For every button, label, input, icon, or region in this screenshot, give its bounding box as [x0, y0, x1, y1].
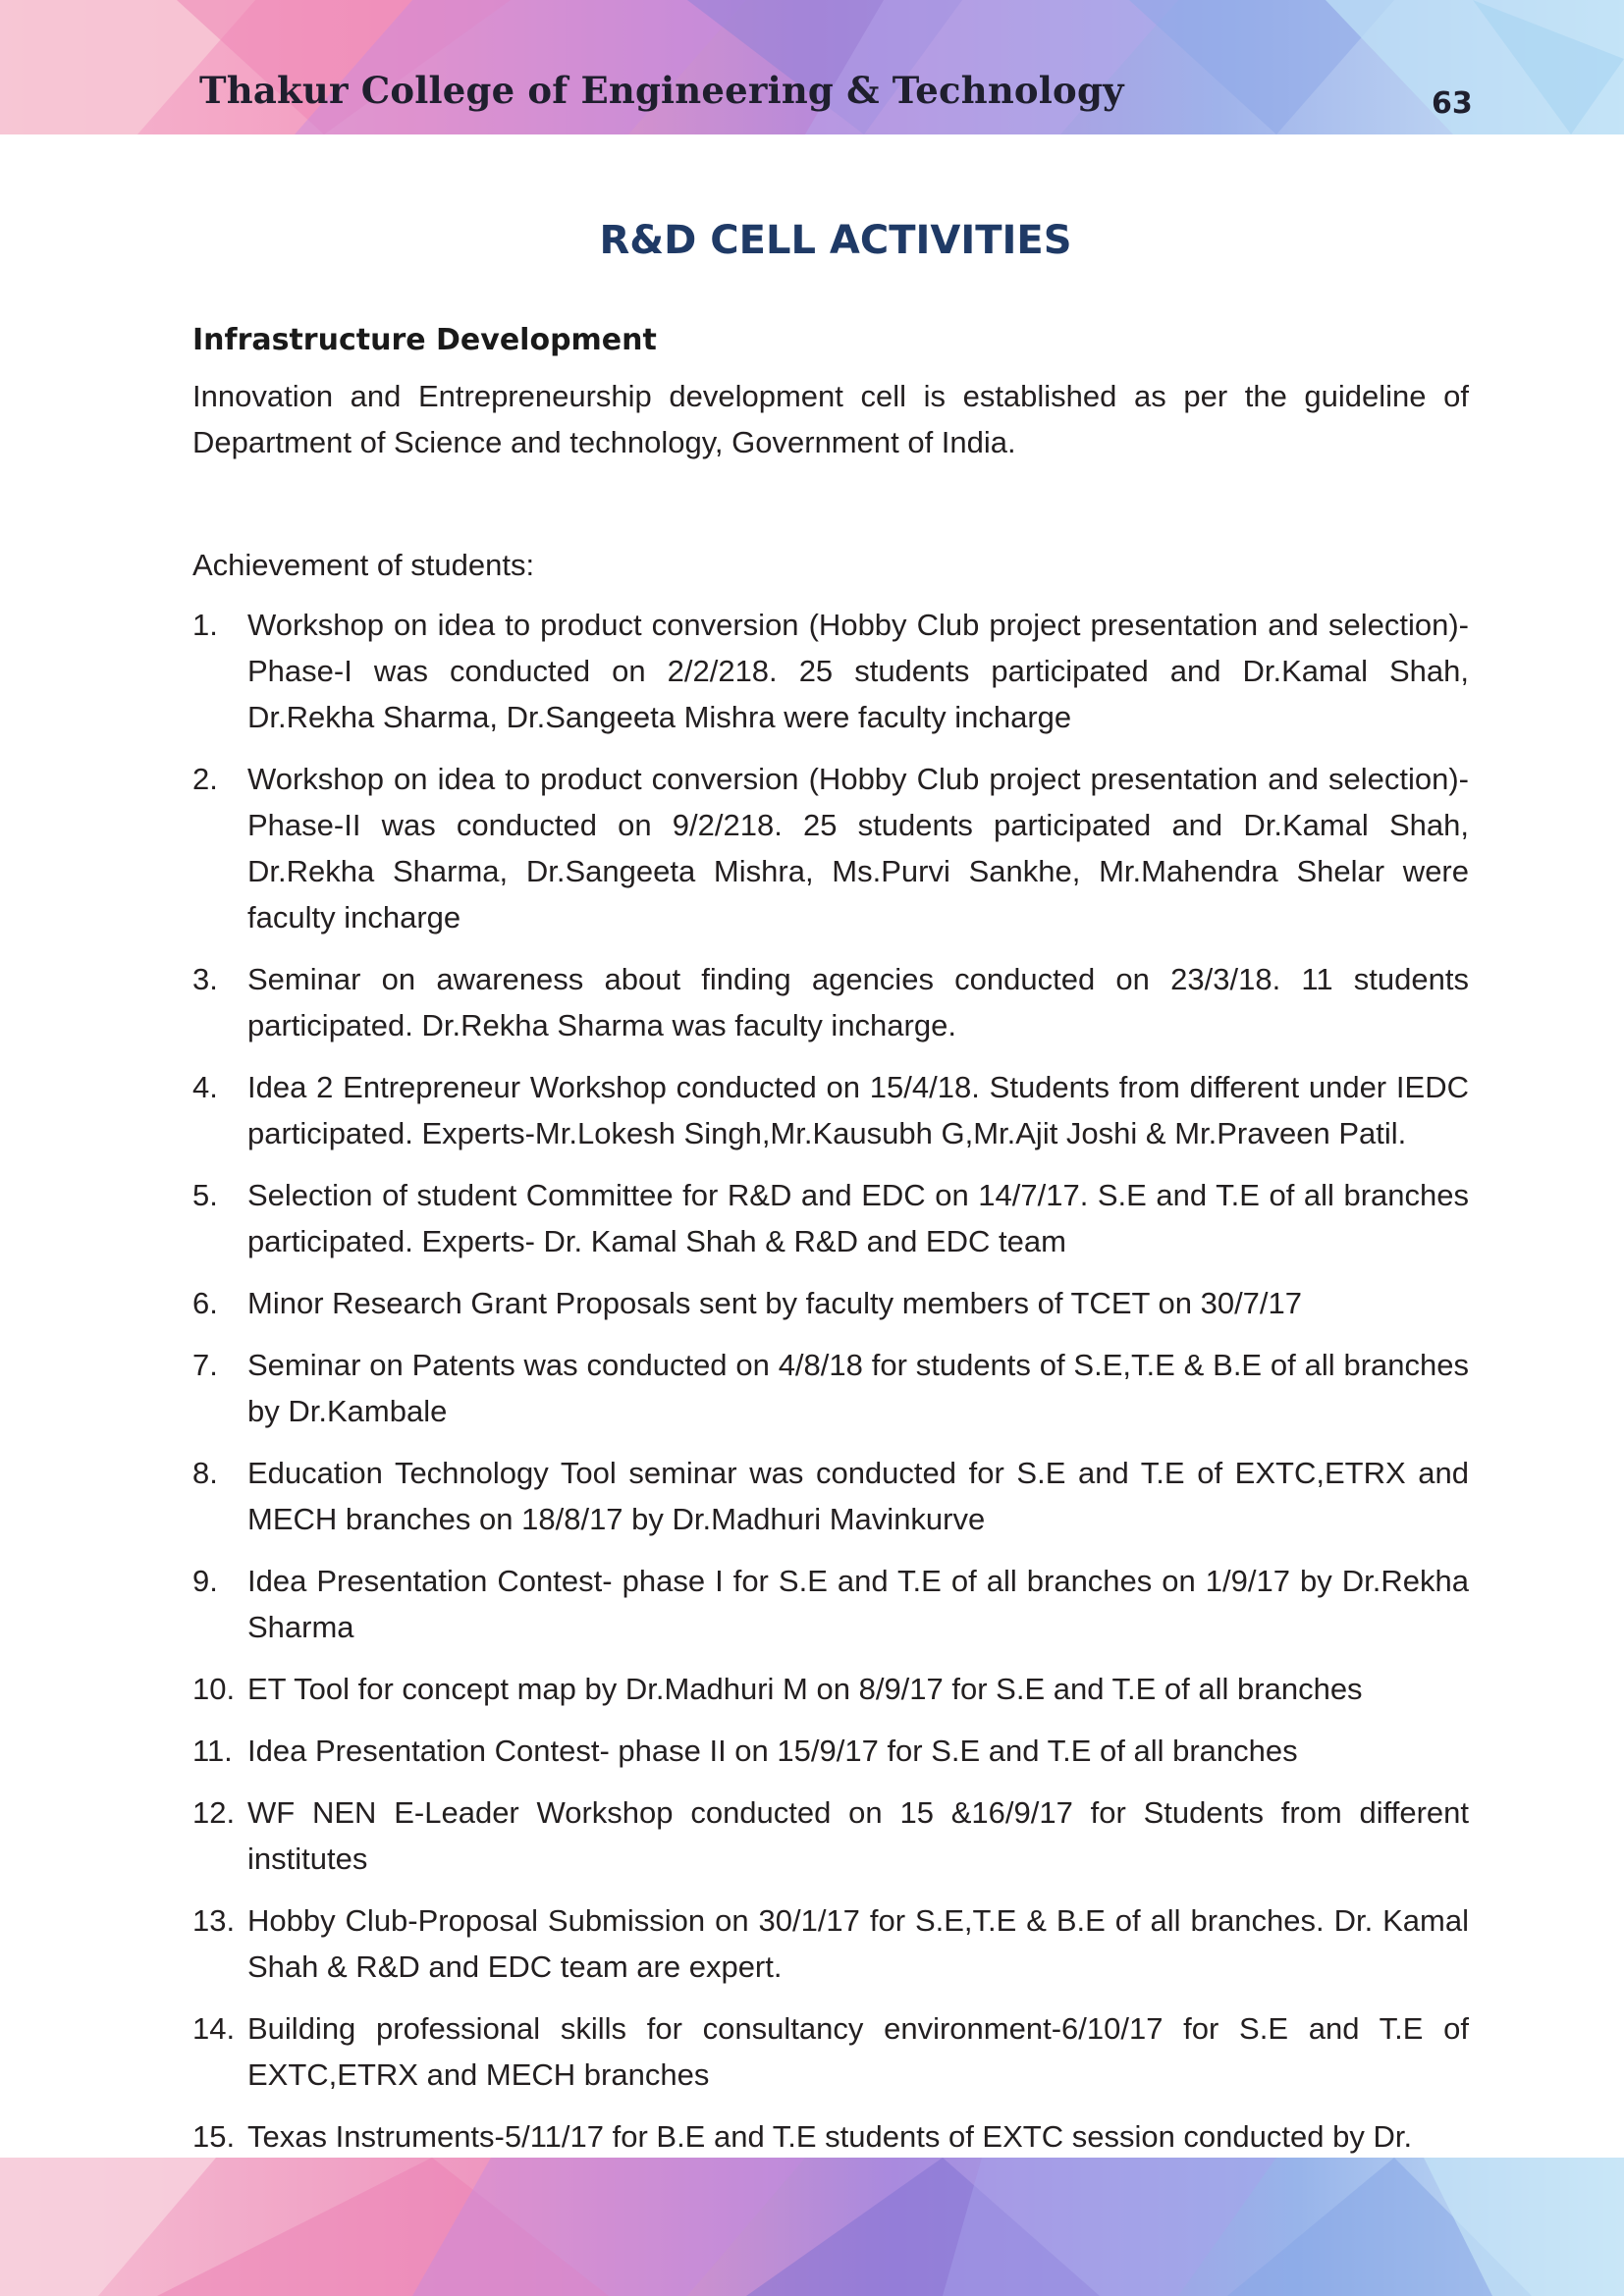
list-number: 14.: [192, 2011, 236, 2046]
list-item: [192, 1897, 1469, 1990]
list-item: [192, 1280, 1469, 1326]
list-item: [192, 956, 1469, 1048]
list-text: Idea Presentation Contest- phase II on 15/9/17 for S.E and T.E of all branches: [247, 1734, 1298, 1768]
list-item: [192, 1558, 1469, 1650]
list-text: Selection of student Committee for R&D and EDC on 14/7/17. S.E and T.E of all branches participated. Experts- Dr. Kamal Shah & R&D and EDC team: [247, 1178, 1469, 1258]
list-number: 1.: [192, 608, 218, 642]
section-title: R&D CELL ACTIVITIES: [599, 218, 1072, 263]
list-item: [192, 2005, 1469, 2098]
list-number: 12.: [192, 1795, 236, 1830]
list-text: ET Tool for concept map by Dr.Madhuri M on 8/9/17 for S.E and T.E of all branches: [247, 1672, 1363, 1706]
main-content: [192, 214, 1469, 2175]
list-text: Hobby Club-Proposal Submission on 30/1/17 for S.E,T.E & B.E of all branches. Dr. Kamal Shah & R&D and EDC team are expert.: [247, 1903, 1469, 1984]
page-number: 63: [1432, 86, 1473, 121]
list-item: [192, 1789, 1469, 1882]
college-name: Thakur College of Engineering & Technology: [199, 69, 1124, 112]
list-item: [192, 1666, 1469, 1712]
list-number: 8.: [192, 1456, 218, 1490]
footer-band: [0, 2158, 1624, 2296]
list-text: Idea 2 Entrepreneur Workshop conducted on 15/4/18. Students from different under IEDC participated. Experts-Mr.Lokesh Singh,Mr.Kausubh G,Mr.Ajit Joshi & Mr.Praveen Patil.: [247, 1070, 1469, 1150]
list-number: 13.: [192, 1903, 236, 1938]
list-item: [192, 1450, 1469, 1542]
list-text: Seminar on awareness about finding agencies conducted on 23/3/18. 11 students participated. Dr.Rekha Sharma was faculty incharge.: [247, 962, 1469, 1042]
list-number: 15.: [192, 2119, 236, 2154]
header-background-art: [0, 0, 1624, 134]
list-number: 3.: [192, 962, 218, 996]
list-text: WF NEN E-Leader Workshop conducted on 15 &16/9/17 for Students from different institutes: [247, 1795, 1469, 1876]
list-item: [192, 1172, 1469, 1264]
list-number: 4.: [192, 1070, 218, 1104]
list-item: [192, 1728, 1469, 1774]
list-number: 10.: [192, 1672, 236, 1706]
list-number: 5.: [192, 1178, 218, 1212]
header-band: [0, 0, 1624, 134]
achievements-label: Achievement of students:: [192, 548, 535, 582]
list-number: 9.: [192, 1564, 218, 1598]
list-item: [192, 602, 1469, 740]
list-text: Texas Instruments-5/11/17 for B.E and T.E students of EXTC session conducted by Dr.: [247, 2119, 1413, 2154]
list-number: 2.: [192, 762, 218, 796]
list-text: Building professional skills for consultancy environment-6/10/17 for S.E and T.E of EXTC,ETRX and MECH branches: [247, 2011, 1469, 2092]
list-text: Workshop on idea to product conversion (Hobby Club project presentation and selection)-Phase-II was conducted on 9/2/218. 25 students participated and Dr.Kamal Shah, Dr.Rekha Sharma, Dr.Sangeeta Mishra, Ms.Purvi Sankhe, Mr.Mahendra Shelar were faculty incharge: [247, 762, 1469, 934]
list-text: Seminar on Patents was conducted on 4/8/18 for students of S.E,T.E & B.E of all branches by Dr.Kambale: [247, 1348, 1469, 1428]
achievements-list: [192, 602, 1469, 2160]
intro-paragraph: Innovation and Entrepreneurship development cell is established as per the guideline of Department of Science and technology, Government of India.: [192, 379, 1469, 459]
list-item: [192, 756, 1469, 940]
list-number: 7.: [192, 1348, 218, 1382]
list-text: Education Technology Tool seminar was conducted for S.E and T.E of EXTC,ETRX and MECH branches on 18/8/17 by Dr.Madhuri Mavinkurve: [247, 1456, 1469, 1536]
list-number: 11.: [192, 1734, 233, 1768]
list-number: 6.: [192, 1286, 218, 1320]
list-text: Workshop on idea to product conversion (Hobby Club project presentation and selection)-Phase-I was conducted on 2/2/218. 25 students participated and Dr.Kamal Shah, Dr.Rekha Sharma, Dr.Sangeeta Mishra were faculty incharge: [247, 608, 1469, 734]
list-item: [192, 1064, 1469, 1156]
list-item: [192, 2113, 1469, 2160]
footer-background-art: [0, 2158, 1624, 2296]
sub-heading: Infrastructure Development: [192, 323, 657, 357]
list-text: Idea Presentation Contest- phase I for S.E and T.E of all branches on 1/9/17 by Dr.Rekha Sharma: [247, 1564, 1469, 1644]
list-text: Minor Research Grant Proposals sent by faculty members of TCET on 30/7/17: [247, 1286, 1303, 1320]
list-item: [192, 1342, 1469, 1434]
